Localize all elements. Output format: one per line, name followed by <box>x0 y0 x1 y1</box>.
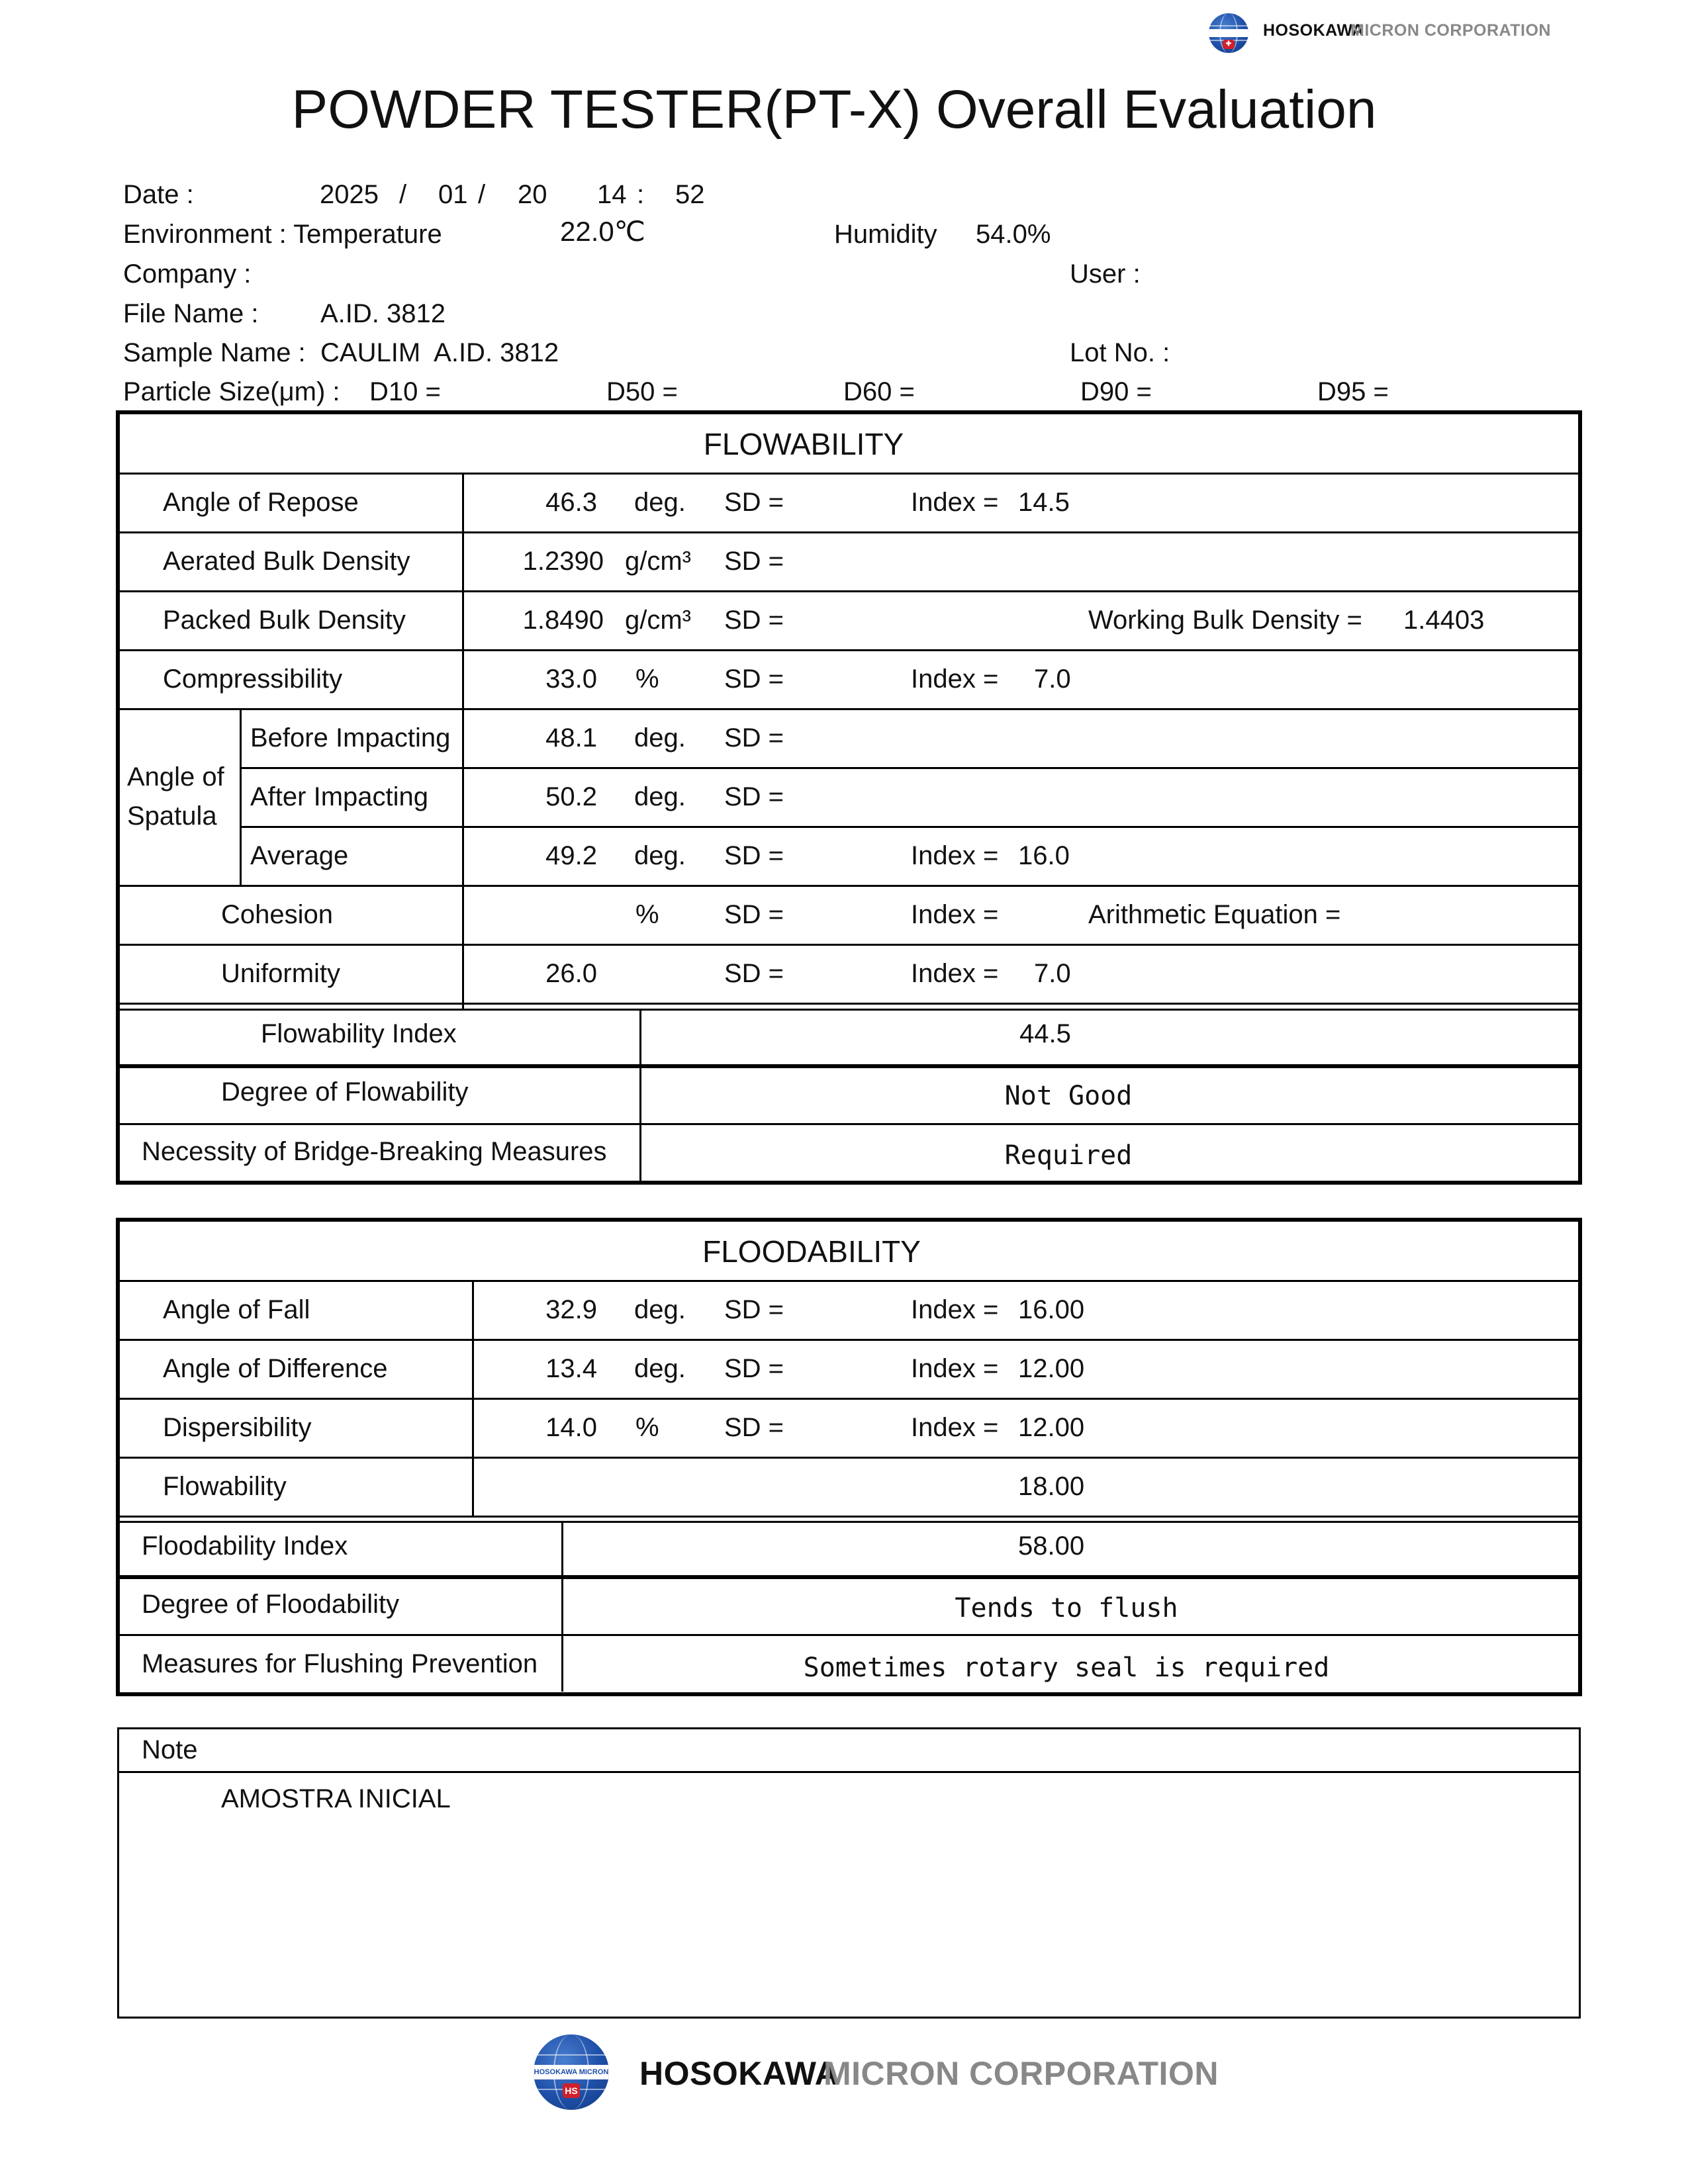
time-hour: 14 <box>597 180 627 209</box>
sample-name-value: CAULIM A.ID. 3812 <box>320 338 559 367</box>
environment-label: Environment : Temperature <box>123 220 442 249</box>
flushing-prevention-label: Measures for Flushing Prevention <box>142 1649 538 1678</box>
compressibility-index: 7.0 <box>1034 664 1071 694</box>
cohesion-sd: SD = <box>724 900 784 929</box>
d60-label: D60 = <box>843 377 915 406</box>
date-month: 01 <box>438 180 468 209</box>
angle-of-repose-value: 46.3 <box>545 488 597 517</box>
floodability-flowability-value: 18.00 <box>1018 1472 1085 1501</box>
cohesion-label: Cohesion <box>221 900 334 929</box>
average-unit: deg. <box>634 841 686 870</box>
floodability-index-label: Floodability Index <box>142 1531 348 1561</box>
angle-of-fall-index-label: Index = <box>911 1295 999 1324</box>
flushing-prevention-value: Sometimes rotary seal is required <box>803 1653 1330 1683</box>
file-name-value: A.ID. 3812 <box>320 299 446 328</box>
header-logo-globe-icon: ✚ <box>1209 13 1248 53</box>
average-value: 49.2 <box>545 841 597 870</box>
angle-of-fall-unit: deg. <box>634 1295 686 1324</box>
average-label: Average <box>250 841 349 870</box>
note-text: AMOSTRA INICIAL <box>221 1784 451 1813</box>
compressibility-unit: % <box>635 664 659 694</box>
humidity-value: 54.0% <box>976 220 1051 249</box>
floodability-heading: FLOODABILITY <box>702 1234 921 1269</box>
uniformity-value: 26.0 <box>545 959 597 988</box>
aerated-bulk-density-sd: SD = <box>724 547 784 576</box>
page-title: POWDER TESTER(PT-X) Overall Evaluation <box>291 79 1377 140</box>
d90-label: D90 = <box>1080 377 1152 406</box>
humidity-label: Humidity <box>834 220 937 249</box>
flowability-index-value: 44.5 <box>1019 1019 1071 1048</box>
angle-of-fall-label: Angle of Fall <box>163 1295 310 1324</box>
compressibility-value: 33.0 <box>545 664 597 694</box>
degree-of-floodability-label: Degree of Floodability <box>142 1590 400 1619</box>
temperature-value: 22.0℃ <box>560 216 645 247</box>
arithmetic-equation-label: Arithmetic Equation = <box>1088 900 1341 929</box>
angle-of-difference-label: Angle of Difference <box>163 1354 388 1383</box>
dispersibility-unit: % <box>635 1413 659 1442</box>
angle-of-repose-unit: deg. <box>634 488 686 517</box>
date-day: 20 <box>518 180 547 209</box>
after-impacting-value: 50.2 <box>545 782 597 811</box>
angle-of-fall-index: 16.00 <box>1018 1295 1085 1324</box>
angle-of-difference-index: 12.00 <box>1018 1354 1085 1383</box>
cohesion-index-label: Index = <box>911 900 999 929</box>
angle-of-spatula-label-1: Angle of <box>127 762 224 792</box>
angle-of-repose-index: 14.5 <box>1018 488 1070 517</box>
header-logo-brand-bold: HOSOKAWA <box>1263 21 1364 40</box>
compressibility-label: Compressibility <box>163 664 343 694</box>
date-label: Date : <box>123 180 194 209</box>
packed-bulk-density-value: 1.8490 <box>522 606 604 635</box>
aerated-bulk-density-value: 1.2390 <box>522 547 604 576</box>
company-label: Company : <box>123 259 252 289</box>
packed-bulk-density-unit: g/cm³ <box>625 606 691 635</box>
lot-no-label: Lot No. : <box>1070 338 1170 367</box>
angle-of-difference-index-label: Index = <box>911 1354 999 1383</box>
angle-of-difference-sd: SD = <box>724 1354 784 1383</box>
dispersibility-index: 12.00 <box>1018 1413 1085 1442</box>
dispersibility-label: Dispersibility <box>163 1413 312 1442</box>
degree-of-flowability-value: Not Good <box>1004 1081 1133 1111</box>
time-minute: 52 <box>675 180 705 209</box>
d95-label: D95 = <box>1317 377 1389 406</box>
before-impacting-sd: SD = <box>724 723 784 752</box>
bridge-breaking-label: Necessity of Bridge-Breaking Measures <box>142 1137 607 1166</box>
d50-label: D50 = <box>606 377 678 406</box>
packed-bulk-density-label: Packed Bulk Density <box>163 606 406 635</box>
particle-size-label: Particle Size(μm) : <box>123 377 340 406</box>
after-impacting-label: After Impacting <box>250 782 429 811</box>
working-bulk-density-value: 1.4403 <box>1403 606 1485 635</box>
average-index-label: Index = <box>911 841 999 870</box>
compressibility-index-label: Index = <box>911 664 999 694</box>
floodability-index-value: 58.00 <box>1018 1531 1085 1561</box>
angle-of-repose-label: Angle of Repose <box>163 488 359 517</box>
angle-of-spatula-label-2: Spatula <box>127 801 217 831</box>
before-impacting-label: Before Impacting <box>250 723 451 752</box>
degree-of-floodability-value: Tends to flush <box>955 1593 1178 1623</box>
compressibility-sd: SD = <box>724 664 784 694</box>
aerated-bulk-density-label: Aerated Bulk Density <box>163 547 410 576</box>
note-label: Note <box>142 1735 198 1764</box>
packed-bulk-density-sd: SD = <box>724 606 784 635</box>
footer-logo-brand-bold: HOSOKAWA <box>639 2055 839 2092</box>
after-impacting-unit: deg. <box>634 782 686 811</box>
angle-of-repose-index-label: Index = <box>911 488 999 517</box>
date-sep-2: / <box>478 180 486 209</box>
flowability-index-label: Flowability Index <box>261 1019 457 1048</box>
date-sep-1: / <box>399 180 407 209</box>
angle-of-fall-value: 32.9 <box>545 1295 597 1324</box>
user-label: User : <box>1070 259 1141 289</box>
footer-logo-globe-badge: HS <box>563 2083 580 2098</box>
d10-label: D10 = <box>369 377 441 406</box>
dispersibility-index-label: Index = <box>911 1413 999 1442</box>
header-logo-brand-light: MICRON CORPORATION <box>1350 21 1551 40</box>
angle-of-difference-value: 13.4 <box>545 1354 597 1383</box>
uniformity-label: Uniformity <box>221 959 341 988</box>
dispersibility-value: 14.0 <box>545 1413 597 1442</box>
angle-of-repose-sd: SD = <box>724 488 784 517</box>
date-year: 2025 <box>320 180 379 209</box>
average-index: 16.0 <box>1018 841 1070 870</box>
cohesion-unit: % <box>635 900 659 929</box>
footer-logo-globe-text: HOSOKAWA MICRON <box>534 2068 609 2076</box>
aerated-bulk-density-unit: g/cm³ <box>625 547 691 576</box>
floodability-flowability-label: Flowability <box>163 1472 287 1501</box>
dispersibility-sd: SD = <box>724 1413 784 1442</box>
flowability-heading: FLOWABILITY <box>703 427 904 461</box>
uniformity-index-label: Index = <box>911 959 999 988</box>
before-impacting-unit: deg. <box>634 723 686 752</box>
footer-logo-brand-light: MICRON CORPORATION <box>823 2055 1219 2092</box>
average-sd: SD = <box>724 841 784 870</box>
footer-logo-globe-icon <box>534 2034 609 2110</box>
uniformity-sd: SD = <box>724 959 784 988</box>
time-sep: : <box>637 180 645 209</box>
angle-of-difference-unit: deg. <box>634 1354 686 1383</box>
angle-of-fall-sd: SD = <box>724 1295 784 1324</box>
after-impacting-sd: SD = <box>724 782 784 811</box>
sample-name-label: Sample Name : <box>123 338 306 367</box>
degree-of-flowability-label: Degree of Flowability <box>221 1077 469 1107</box>
bridge-breaking-value: Required <box>1004 1140 1133 1171</box>
before-impacting-value: 48.1 <box>545 723 597 752</box>
uniformity-index: 7.0 <box>1034 959 1071 988</box>
working-bulk-density-label: Working Bulk Density = <box>1088 606 1362 635</box>
file-name-label: File Name : <box>123 299 259 328</box>
